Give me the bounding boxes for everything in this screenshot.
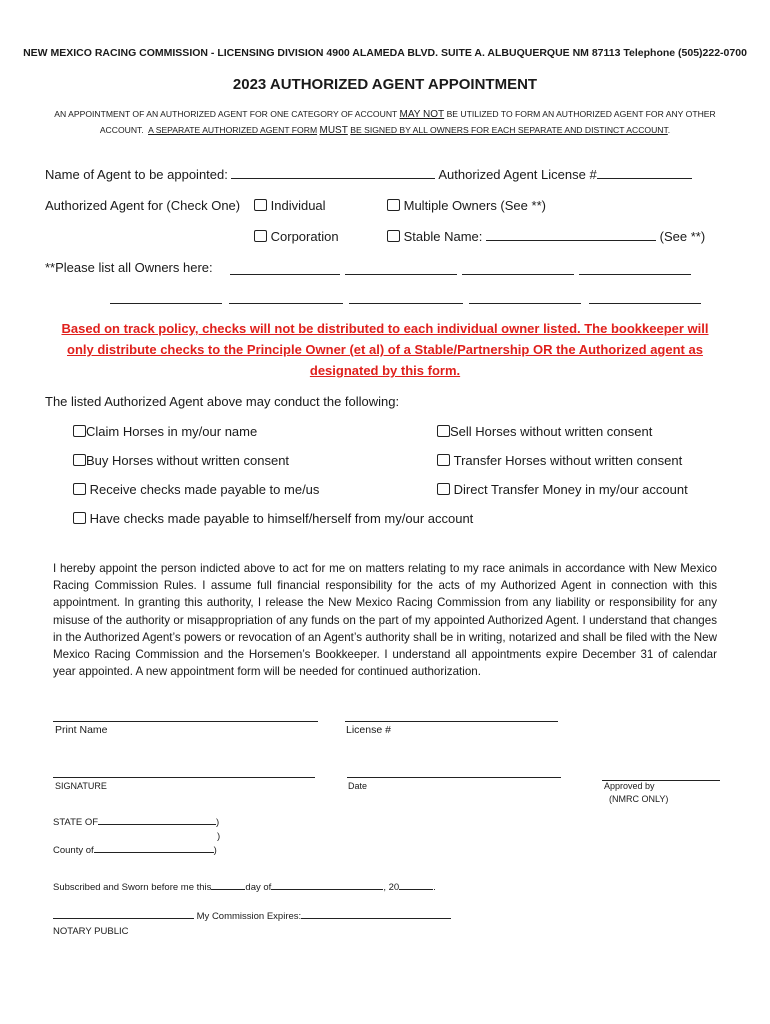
option-individual bbox=[254, 198, 326, 213]
stable-label: Stable Name: bbox=[403, 229, 483, 244]
bracket: ) bbox=[216, 817, 220, 828]
power-transfer bbox=[437, 453, 682, 468]
power-buy bbox=[73, 453, 289, 468]
nmrc-only-label: (NMRC ONLY) bbox=[609, 794, 669, 804]
county-of-field[interactable] bbox=[94, 852, 214, 853]
subtitle-text: ACCOUNT. bbox=[99, 125, 144, 135]
subtitle-text: AN APPOINTMENT OF AN AUTHORIZED AGENT FOR ONE CATEGORY OF ACCOUNT bbox=[54, 109, 398, 119]
owner-line[interactable] bbox=[469, 303, 581, 304]
county-of-label: County of bbox=[53, 845, 94, 856]
subtitle-emphasis-signed: BE SIGNED BY ALL OWNERS FOR EACH SEPARATE AND DISTINCT ACCOUNT bbox=[350, 125, 668, 135]
sell-checkbox[interactable] bbox=[437, 425, 450, 437]
year-prefix: , 20 bbox=[383, 882, 400, 893]
transfer-label: Transfer Horses without written consent bbox=[453, 453, 683, 468]
stable-checkbox[interactable] bbox=[387, 230, 400, 242]
subtitle-line-2 bbox=[0, 125, 770, 136]
buy-label: Buy Horses without written consent bbox=[86, 453, 290, 468]
stable-name-field[interactable] bbox=[486, 240, 656, 241]
receive-label: Receive checks made payable to me/us bbox=[89, 482, 320, 497]
approved-by-label: Approved by bbox=[604, 781, 655, 791]
subscribed-label: Subscribed and Sworn before me this bbox=[53, 882, 212, 893]
print-name-line[interactable] bbox=[53, 721, 318, 722]
individual-label: Individual bbox=[270, 198, 326, 213]
claim-label: Claim Horses in my/our name bbox=[86, 424, 258, 439]
notary-signature-field[interactable] bbox=[53, 918, 194, 919]
license-number-label: License # bbox=[346, 724, 391, 736]
subtitle-emphasis-must: MUST bbox=[319, 125, 348, 136]
period: . bbox=[433, 882, 436, 893]
check-distribution-notice bbox=[0, 318, 770, 381]
date-line[interactable] bbox=[347, 777, 561, 778]
direct-label: Direct Transfer Money in my/our account bbox=[453, 482, 688, 497]
month-field[interactable] bbox=[271, 889, 383, 890]
direct-checkbox[interactable] bbox=[437, 483, 450, 495]
license-label: Authorized Agent License # bbox=[438, 167, 597, 182]
print-name-label: Print Name bbox=[55, 724, 108, 736]
corporation-label: Corporation bbox=[270, 229, 339, 244]
subtitle-line-1 bbox=[0, 109, 770, 120]
date-label: Date bbox=[348, 781, 368, 791]
owner-line[interactable] bbox=[349, 303, 463, 304]
power-sell bbox=[437, 424, 652, 439]
signature-line[interactable] bbox=[53, 777, 315, 778]
commission-row bbox=[53, 911, 451, 922]
owner-line[interactable] bbox=[229, 303, 343, 304]
day-field[interactable] bbox=[211, 889, 245, 890]
owner-line[interactable] bbox=[589, 303, 701, 304]
option-multiple-owners bbox=[387, 198, 546, 213]
agent-name-label: Name of Agent to be appointed: bbox=[45, 167, 228, 182]
agent-for-label: Authorized Agent for (Check One) bbox=[45, 198, 241, 213]
subscribed-row bbox=[53, 882, 436, 893]
subtitle-period: . bbox=[667, 125, 671, 135]
bracket: ) bbox=[213, 845, 217, 856]
state-of-row bbox=[53, 817, 219, 828]
state-of-field[interactable] bbox=[98, 824, 216, 825]
agent-name-row bbox=[45, 167, 692, 182]
agency-header: NEW MEXICO RACING COMMISSION - LICENSING DIVISION 4900 ALAMEDA BLVD. SUITE A. ALBUQUERQUE NM 87113 Telephone (505)222-0700 bbox=[23, 47, 747, 59]
agent-name-field[interactable] bbox=[231, 178, 435, 179]
state-of-label: STATE OF bbox=[53, 817, 99, 828]
power-receive bbox=[73, 482, 319, 497]
option-stable bbox=[387, 229, 705, 244]
power-claim bbox=[73, 424, 257, 439]
owners-label: **Please list all Owners here: bbox=[45, 260, 213, 275]
payable-label: Have checks made payable to himself/herself from my/our account bbox=[89, 511, 474, 526]
buy-checkbox[interactable] bbox=[73, 454, 86, 466]
bracket: ) bbox=[217, 831, 221, 842]
appointment-statement: I hereby appoint the person indicted above to act for me on matters relating to my race animals in accordance with New Mexico Racing Commission Rules. I assume full financial responsibility for the acts of my Authorized Agent in connection with this appointment. In granting this authority, I release the New Mexico Racing Commission from any liability or responsibility for any misuse of the authority or misappropriation of any funds on the part of my appointed Authorized Agent. I understand that changes in the Authorized Agent’s powers or revocation of an Agent’s authority shall be in writing, notarized and shall be filed with the New Mexico Racing Commission and the Horsemen’s Bookkeeper. I understand all appointments expire December 31 of calendar year appointed. A new appointment form will be needed for continued authorization. bbox=[53, 562, 717, 679]
claim-checkbox[interactable] bbox=[73, 425, 86, 437]
signature-label: SIGNATURE bbox=[55, 781, 107, 791]
multiple-owners-label: Multiple Owners (See **) bbox=[403, 198, 546, 213]
owner-line[interactable] bbox=[345, 274, 457, 275]
subtitle-emphasis-separate-form: A SEPARATE AUTHORIZED AGENT FORM bbox=[148, 125, 318, 135]
powers-intro: The listed Authorized Agent above may conduct the following: bbox=[45, 394, 400, 409]
option-corporation bbox=[254, 229, 339, 244]
commission-expires-field[interactable] bbox=[301, 918, 451, 919]
power-direct bbox=[437, 482, 688, 497]
payable-checkbox[interactable] bbox=[73, 512, 86, 524]
receive-checkbox[interactable] bbox=[73, 483, 86, 495]
commission-label: My Commission Expires: bbox=[196, 911, 302, 922]
year-field[interactable] bbox=[399, 889, 433, 890]
license-line[interactable] bbox=[345, 721, 558, 722]
sell-label: Sell Horses without written consent bbox=[450, 424, 653, 439]
subtitle-emphasis-may-not: MAY NOT bbox=[399, 109, 445, 120]
notary-public-label: NOTARY PUBLIC bbox=[53, 926, 129, 937]
corporation-checkbox[interactable] bbox=[254, 230, 267, 242]
day-of-label: day of bbox=[245, 882, 272, 893]
form-title: 2023 AUTHORIZED AGENT APPOINTMENT bbox=[232, 76, 538, 93]
transfer-checkbox[interactable] bbox=[437, 454, 450, 466]
notice-line: Based on track policy, checks will not be distributed to each individual owner listed. The bookkeeper will bbox=[61, 321, 709, 336]
owner-line[interactable] bbox=[462, 274, 574, 275]
multiple-owners-checkbox[interactable] bbox=[387, 199, 400, 211]
owner-line[interactable] bbox=[110, 303, 222, 304]
subtitle-text: BE UTILIZED TO FORM AN AUTHORIZED AGENT FOR ANY OTHER bbox=[446, 109, 716, 119]
individual-checkbox[interactable] bbox=[254, 199, 267, 211]
owner-line[interactable] bbox=[579, 274, 691, 275]
power-payable bbox=[73, 511, 473, 526]
owner-line[interactable] bbox=[230, 274, 340, 275]
see-note: (See **) bbox=[659, 229, 706, 244]
county-of-row bbox=[53, 845, 217, 856]
license-field[interactable] bbox=[597, 178, 692, 179]
notice-line: only distribute checks to the Principle Owner (et al) of a Stable/Partnership OR the Authorized agent as bbox=[67, 342, 703, 357]
notice-line: designated by this form. bbox=[309, 363, 461, 378]
